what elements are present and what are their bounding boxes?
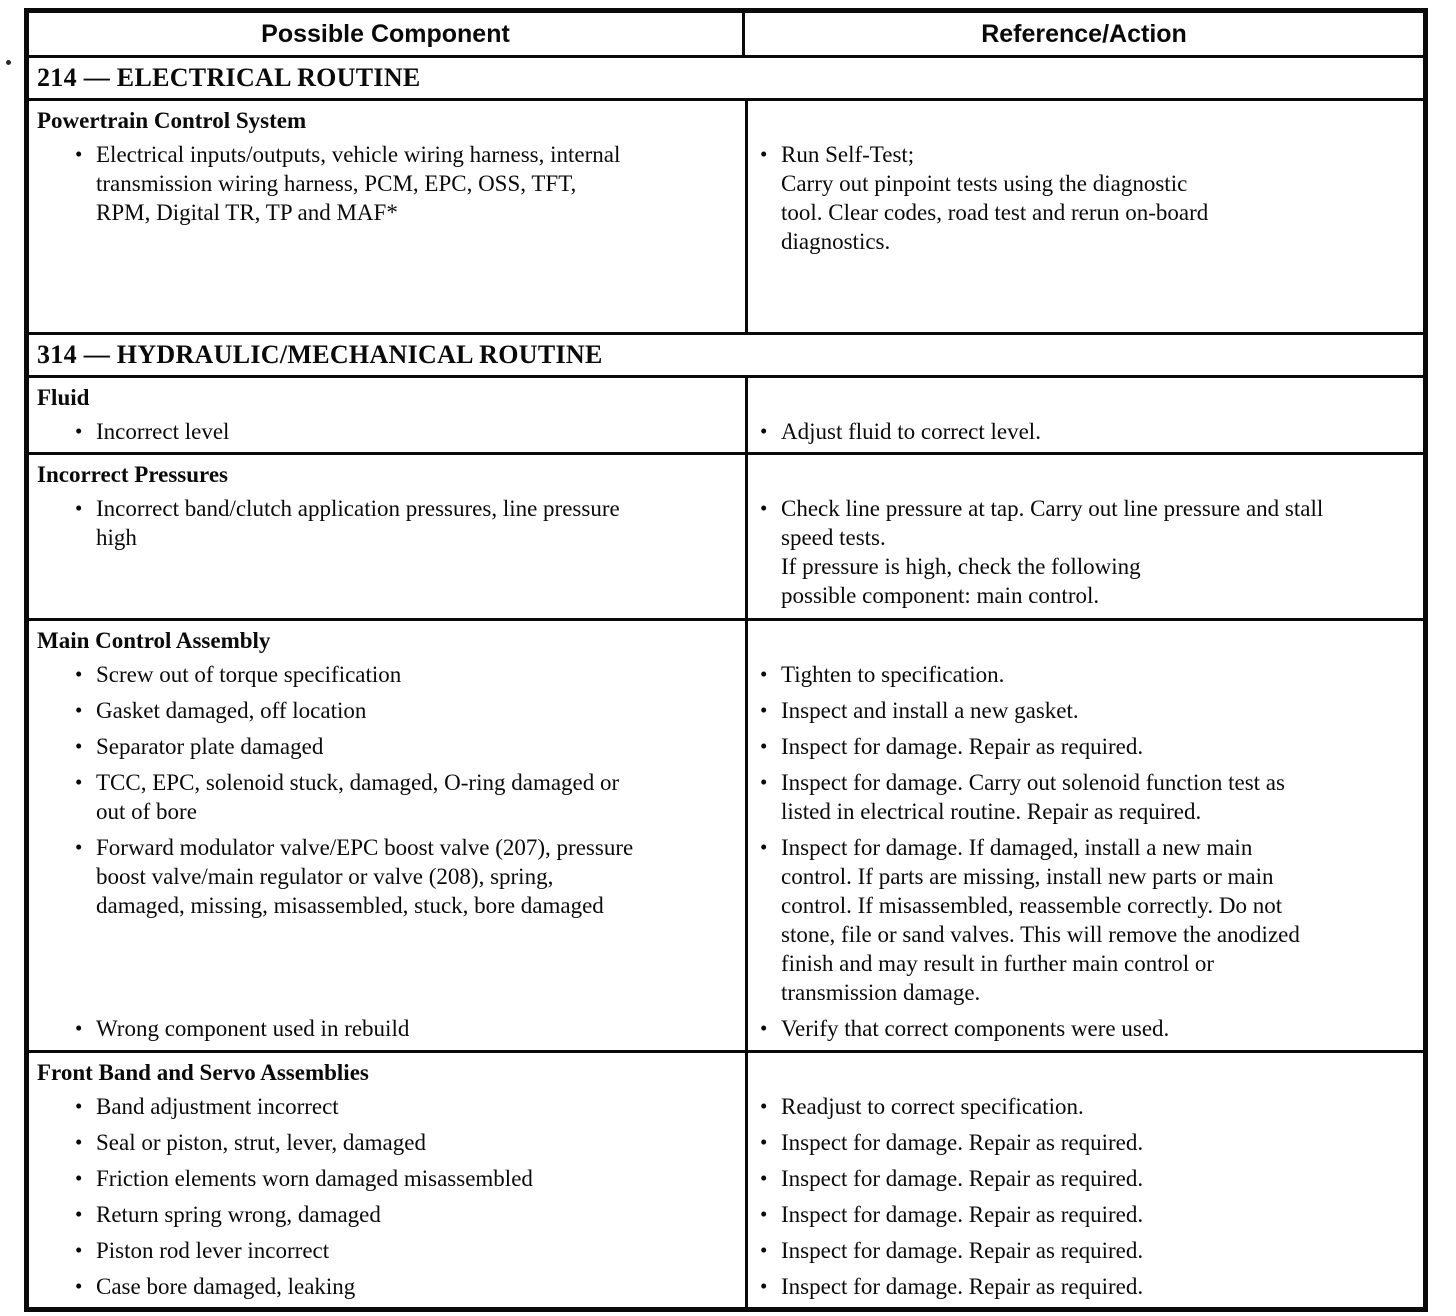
bullet-icon: • (760, 496, 768, 520)
component-text: Incorrect band/clutch application pressures, line pressure high (96, 496, 620, 550)
action-line (760, 833, 1409, 1007)
action-cell (748, 417, 1423, 446)
action-text: Adjust fluid to correct level. (781, 419, 1041, 444)
column-divider (745, 1053, 748, 1307)
action-text: Inspect for damage. Repair as required. (781, 734, 1144, 759)
table-row (29, 621, 1423, 1053)
component-cell (29, 494, 748, 610)
component-action-pair (29, 1272, 1423, 1301)
component-text: Case bore damaged, leaking (96, 1274, 356, 1299)
action-line (760, 768, 1409, 826)
action-line (760, 660, 1409, 689)
action-line (760, 1272, 1409, 1301)
action-cell (748, 1272, 1423, 1301)
action-cell (748, 833, 1423, 1007)
bullet-icon: • (760, 734, 768, 758)
table-row (29, 101, 1423, 335)
column-divider (745, 621, 748, 1050)
action-cell (748, 494, 1423, 610)
action-text: Inspect for damage. Repair as required. (781, 1130, 1144, 1155)
action-text: Inspect for damage. Repair as required. (781, 1166, 1144, 1191)
action-continuation-text: If pressure is high, check the following possible component: main control. (781, 554, 1141, 608)
component-cell (29, 1272, 748, 1301)
table-row (29, 1053, 1423, 1307)
bullet-icon: • (760, 419, 768, 443)
component-action-pair (29, 1236, 1423, 1265)
bullet-icon: • (75, 142, 83, 166)
diagnostic-table (24, 8, 1428, 1312)
table-row (29, 455, 1423, 621)
column-divider (745, 101, 748, 332)
action-cell (748, 696, 1423, 725)
bullet-icon: • (760, 1016, 768, 1040)
bullet-icon: • (75, 662, 83, 686)
component-action-pair (29, 833, 1423, 1007)
bullet-icon: • (75, 770, 83, 794)
column-divider (745, 378, 748, 452)
action-cell (748, 660, 1423, 689)
component-action-pair (29, 1092, 1423, 1121)
action-cell (748, 732, 1423, 761)
action-text: Inspect for damage. Repair as required. (781, 1274, 1144, 1299)
column-divider (745, 455, 748, 618)
bullet-icon: • (75, 734, 83, 758)
component-cell (29, 1092, 748, 1121)
bullet-icon: • (760, 1130, 768, 1154)
component-text: TCC, EPC, solenoid stuck, damaged, O-ring damaged or out of bore (96, 770, 620, 824)
component-cell (29, 1014, 748, 1043)
bullet-icon: • (75, 1274, 83, 1298)
bullet-icon: • (75, 419, 83, 443)
component-cell (29, 732, 748, 761)
action-cell (748, 140, 1423, 256)
action-text: Tighten to specification. (781, 662, 1005, 687)
action-text: Check line pressure at tap. Carry out line pressure and stall speed tests. (781, 496, 1324, 550)
component-action-pair (29, 140, 1423, 256)
component-cell (29, 1128, 748, 1157)
row-heading: Front Band and Servo Assemblies (37, 1060, 369, 1085)
bullet-icon: • (760, 1274, 768, 1298)
component-cell (29, 660, 748, 689)
bullet-icon: • (75, 1202, 83, 1226)
component-text: Seal or piston, strut, lever, damaged (96, 1130, 426, 1155)
action-line (760, 1200, 1409, 1229)
action-line (760, 732, 1409, 761)
action-continuation-text: Carry out pinpoint tests using the diagnostic tool. Clear codes, road test and rerun on-board diagnostics. (781, 171, 1209, 254)
column-header-reference-action: Reference/Action (981, 20, 1187, 48)
action-line (760, 417, 1409, 446)
component-text: Forward modulator valve/EPC boost valve (207), pressure boost valve/main regulator or valve (208), spring, damaged, missing, misassembled, stuck, bore damaged (96, 835, 634, 918)
bullet-icon: • (75, 835, 83, 859)
action-text: Run Self-Test; (781, 142, 915, 167)
bullet-icon: • (75, 1166, 83, 1190)
action-line (760, 1236, 1409, 1265)
action-cell (748, 1014, 1423, 1043)
bullet-icon: • (760, 662, 768, 686)
scan-artifact-dot (6, 60, 11, 65)
component-cell (29, 696, 748, 725)
component-action-pair (29, 1200, 1423, 1229)
component-action-pair (29, 768, 1423, 826)
action-text: Readjust to correct specification. (781, 1094, 1084, 1119)
action-line (760, 140, 1409, 169)
component-text: Band adjustment incorrect (96, 1094, 339, 1119)
bullet-icon: • (75, 1016, 83, 1040)
component-action-pair (29, 1164, 1423, 1193)
column-header-possible-component: Possible Component (29, 13, 745, 55)
bullet-icon: • (760, 698, 768, 722)
action-line (760, 1164, 1409, 1193)
action-line (760, 494, 1409, 552)
component-text: Gasket damaged, off location (96, 698, 367, 723)
action-line (760, 1014, 1409, 1043)
component-cell (29, 1200, 748, 1229)
bullet-icon: • (760, 1238, 768, 1262)
action-text: Inspect for damage. Repair as required. (781, 1202, 1144, 1227)
component-action-pair (29, 494, 1423, 610)
component-action-pair (29, 660, 1423, 689)
component-action-pair (29, 1128, 1423, 1157)
component-text: Friction elements worn damaged misassembled (96, 1166, 533, 1191)
table-body (29, 58, 1423, 1307)
component-action-pair (29, 1014, 1423, 1043)
component-text: Incorrect level (96, 419, 230, 444)
action-text: Inspect for damage. If damaged, install a new main control. If parts are missing, install new parts or main control. If misassembled, reassemble correctly. Do not stone, file or sand valves. This will remove the anodized finish and may result in further main control or transmission damage. (781, 835, 1300, 1005)
action-cell (748, 1164, 1423, 1193)
section-header: 314 — HYDRAULIC/MECHANICAL ROUTINE (29, 335, 1423, 378)
action-line (760, 1092, 1409, 1121)
component-cell (29, 1164, 748, 1193)
component-action-pair (29, 732, 1423, 761)
action-cell (748, 1128, 1423, 1157)
component-action-pair (29, 417, 1423, 446)
bullet-icon: • (760, 1094, 768, 1118)
bullet-icon: • (75, 1130, 83, 1154)
row-heading: Incorrect Pressures (37, 462, 228, 487)
action-text: Inspect and install a new gasket. (781, 698, 1079, 723)
component-text: Screw out of torque specification (96, 662, 402, 687)
bullet-icon: • (75, 1238, 83, 1262)
component-cell (29, 417, 748, 446)
action-cell (748, 768, 1423, 826)
row-heading: Powertrain Control System (37, 108, 307, 133)
row-heading: Main Control Assembly (37, 628, 271, 653)
component-cell (29, 140, 748, 256)
component-text: Piston rod lever incorrect (96, 1238, 330, 1263)
component-cell (29, 833, 748, 1007)
section-header: 214 — ELECTRICAL ROUTINE (29, 58, 1423, 101)
bullet-icon: • (760, 1202, 768, 1226)
action-line (760, 1128, 1409, 1157)
bullet-icon: • (75, 1094, 83, 1118)
component-text: Separator plate damaged (96, 734, 324, 759)
bullet-icon: • (75, 698, 83, 722)
action-text: Inspect for damage. Repair as required. (781, 1238, 1144, 1263)
action-line (760, 696, 1409, 725)
action-text: Inspect for damage. Carry out solenoid function test as listed in electrical routine. Repair as required. (781, 770, 1285, 824)
component-text: Wrong component used in rebuild (96, 1016, 410, 1041)
component-text: Return spring wrong, damaged (96, 1202, 381, 1227)
bullet-icon: • (760, 770, 768, 794)
action-cell (748, 1236, 1423, 1265)
component-text: Electrical inputs/outputs, vehicle wiring harness, internal transmission wiring harness, PCM, EPC, OSS, TFT, RPM, Digital TR, TP and MAF* (96, 142, 621, 225)
table-row (29, 378, 1423, 455)
component-cell (29, 1236, 748, 1265)
action-cell (748, 1092, 1423, 1121)
row-heading: Fluid (37, 385, 90, 410)
action-text: Verify that correct components were used. (781, 1016, 1170, 1041)
bullet-icon: • (760, 142, 768, 166)
action-cell (748, 1200, 1423, 1229)
component-cell (29, 768, 748, 826)
bullet-icon: • (75, 496, 83, 520)
bullet-icon: • (760, 835, 768, 859)
bullet-icon: • (760, 1166, 768, 1190)
component-action-pair (29, 696, 1423, 725)
table-header-row (29, 13, 1423, 58)
